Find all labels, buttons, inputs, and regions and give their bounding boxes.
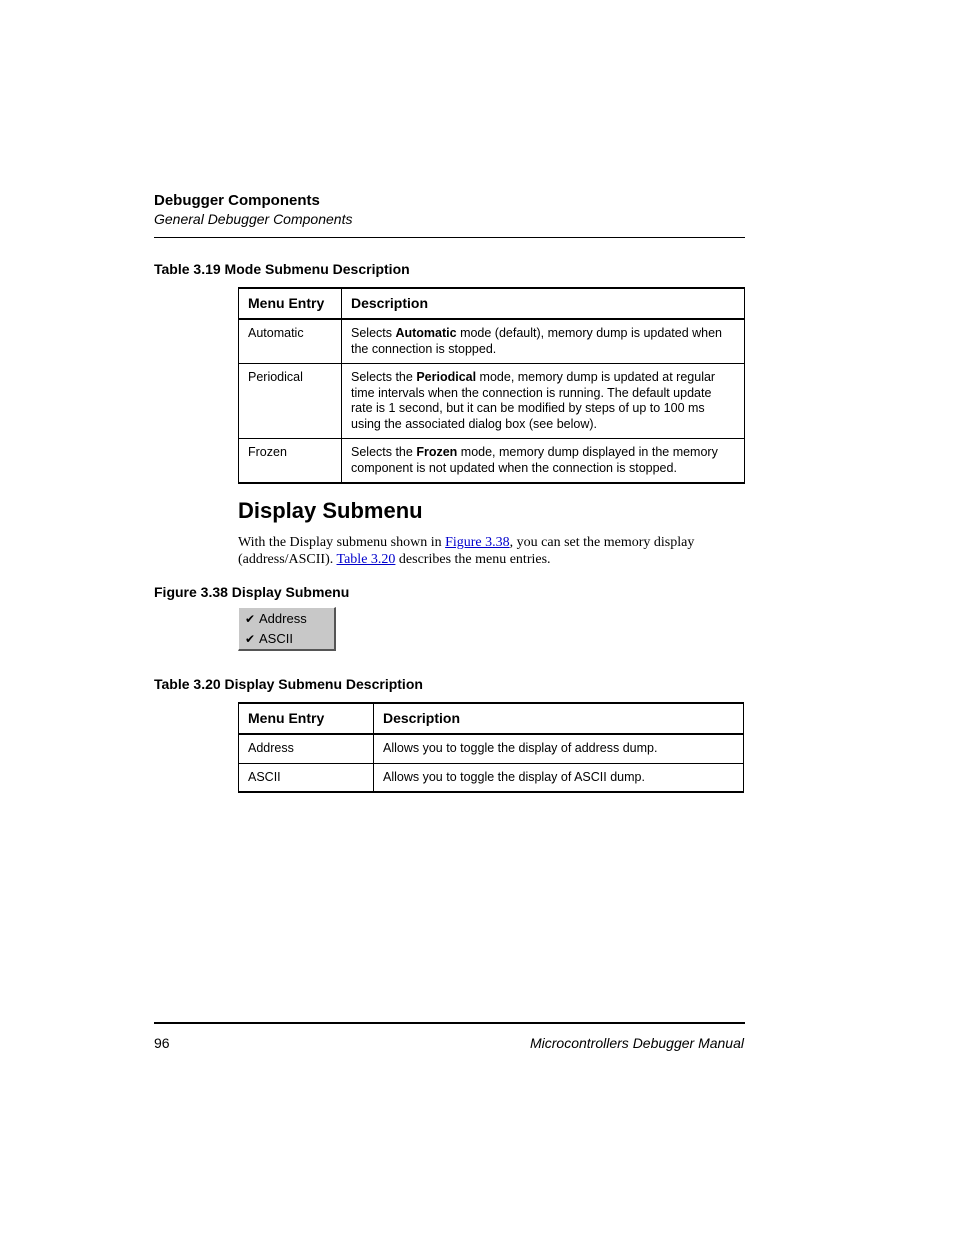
table-row: [239, 763, 744, 792]
column-header-description: Description: [374, 703, 744, 734]
checkmark-icon: ✔: [245, 632, 256, 646]
description-cell: Allows you to toggle the display of address dump.: [374, 734, 744, 763]
menu-item-label: ASCII: [259, 631, 293, 646]
table-row: [239, 439, 745, 484]
table-3-19-caption: Table 3.19 Mode Submenu Description: [154, 261, 410, 277]
paragraph-text: , you can set the memory display (address/ASCII).: [238, 535, 695, 567]
display-submenu-figure: [238, 607, 336, 651]
table-header-row: [239, 703, 744, 734]
footer-rule: [154, 1022, 745, 1024]
figure-3-38-link[interactable]: Figure 3.38: [445, 535, 510, 550]
menu-item-ascii[interactable]: [245, 630, 293, 648]
description-text: mode (default), memory dump is updated when the connection is stopped.: [351, 326, 723, 356]
description-cell: Allows you to toggle the display of ASCII dump.: [374, 763, 744, 792]
column-header-description: Description: [342, 288, 745, 319]
display-submenu-table: [238, 702, 744, 793]
manual-title: Microcontrollers Debugger Manual: [530, 1035, 744, 1051]
menu-item-address[interactable]: [245, 610, 307, 628]
header-rule: [154, 237, 745, 238]
mode-submenu-table: [238, 287, 745, 484]
description-bold: Frozen: [416, 445, 458, 459]
description-bold: Automatic: [395, 326, 457, 340]
running-header-title: Debugger Components: [154, 192, 320, 209]
table-3-20-link[interactable]: Table 3.20: [336, 552, 396, 567]
description-cell: [342, 319, 745, 364]
description-text: mode, memory dump is updated at regular time intervals when the connection is running. The default update rate is 1 second, but it can be modified by steps of up to 100 ms using the associated dialog box (see below).: [351, 370, 716, 431]
checkmark-icon: ✔: [245, 612, 256, 626]
menu-entry-cell: Address: [239, 734, 374, 763]
column-header-menu-entry: Menu Entry: [239, 288, 342, 319]
column-header-menu-entry: Menu Entry: [239, 703, 374, 734]
description-bold: Periodical: [416, 370, 477, 384]
description-text: Selects the: [351, 445, 417, 459]
menu-entry-cell: Automatic: [239, 319, 342, 364]
menu-entry-cell: ASCII: [239, 763, 374, 792]
paragraph-text: describes the menu entries.: [395, 552, 551, 567]
menu-entry-cell: Frozen: [239, 439, 342, 484]
menu-entry-cell: Periodical: [239, 364, 342, 439]
paragraph-text: With the Display submenu shown in: [238, 535, 446, 550]
menu-item-label: Address: [259, 611, 307, 626]
description-cell: [342, 439, 745, 484]
running-header-subtitle: General Debugger Components: [154, 211, 353, 227]
table-row: [239, 734, 744, 763]
description-text: mode, memory dump displayed in the memory component is not updated when the connection is stopped.: [351, 445, 718, 475]
section-heading: Display Submenu: [238, 498, 423, 523]
table-3-20-caption: Table 3.20 Display Submenu Description: [154, 676, 423, 692]
table-row: [239, 319, 745, 364]
description-cell: [342, 364, 745, 439]
page-number: 96: [154, 1035, 170, 1051]
table-row: [239, 364, 745, 439]
table-header-row: [239, 288, 745, 319]
figure-3-38-caption: Figure 3.38 Display Submenu: [154, 584, 350, 600]
description-text: Selects: [351, 326, 396, 340]
body-paragraph: [238, 534, 744, 568]
description-text: Selects the: [351, 370, 417, 384]
